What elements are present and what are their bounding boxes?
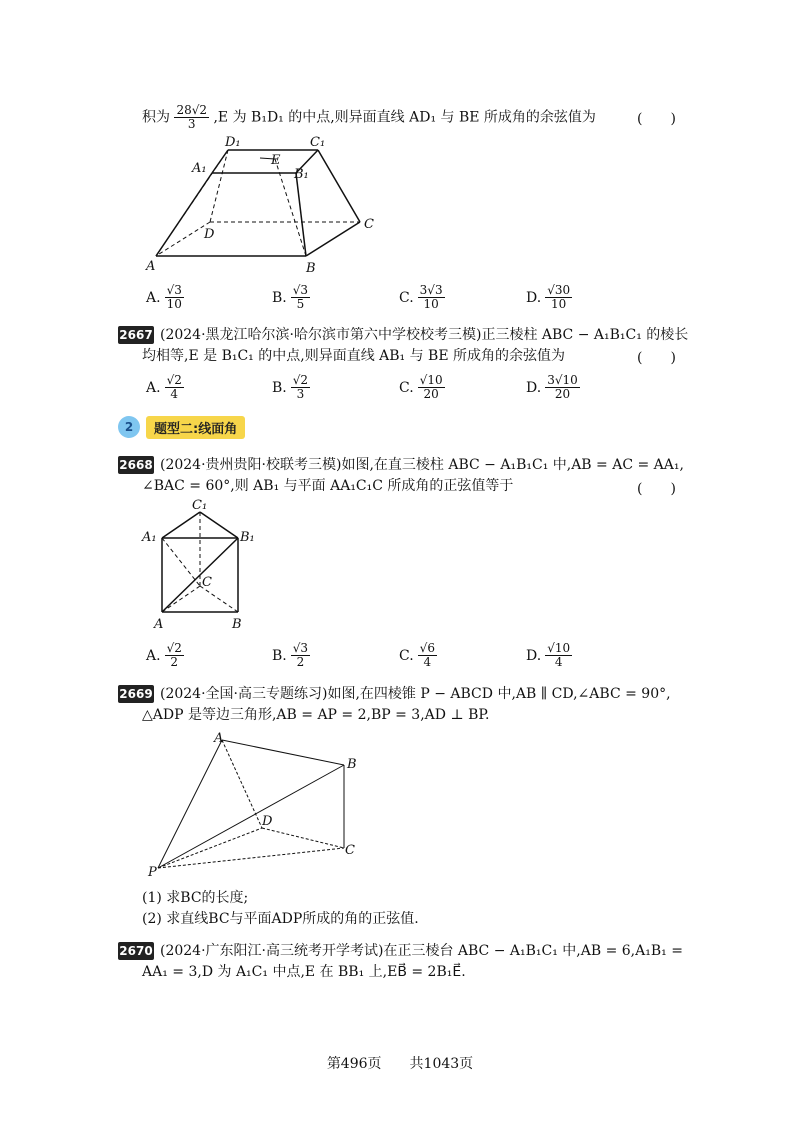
problem-number: 2669 <box>119 687 153 701</box>
frac-num: √6 <box>419 641 435 655</box>
choice-a[interactable] <box>146 374 184 401</box>
answer-paren: ( ) <box>637 111 676 127</box>
label-A: A <box>154 617 164 632</box>
choice-frac <box>165 284 184 311</box>
choice-letter: A. <box>146 379 161 396</box>
label-B1: B₁ <box>240 530 255 545</box>
p2670-line1: (2024·广东阳江·高三统考开学考试)在正三棱台 ABC − A₁B₁C₁ 中,AB = 6,A₁B₁ = <box>160 943 683 959</box>
choice-frac <box>291 374 310 401</box>
frac-den: 4 <box>554 655 563 669</box>
label-A1: A₁ <box>192 161 207 176</box>
frac-den: 10 <box>423 297 439 311</box>
p2669-q1: (1) 求BC的长度; <box>142 890 249 906</box>
choice-letter: A. <box>146 289 161 306</box>
frac-den: 20 <box>423 387 439 401</box>
frac-num: √2 <box>292 373 309 387</box>
choice-frac <box>545 284 572 311</box>
label-C1: C₁ <box>192 498 208 513</box>
label-A: A <box>214 731 224 746</box>
label-B: B <box>347 757 357 772</box>
choice-frac <box>291 642 310 669</box>
frac-num: √10 <box>547 641 571 655</box>
choice-frac <box>545 642 572 669</box>
frac-num: √2 <box>166 641 182 655</box>
section-badge: 2 <box>118 416 140 438</box>
answer-paren: ( ) <box>637 350 676 366</box>
choice-c[interactable] <box>399 642 437 669</box>
text-pre: 积为 <box>142 109 170 126</box>
frac-den: 4 <box>423 655 432 669</box>
label-C: C <box>364 217 374 232</box>
p2669-line1: (2024·全国·高三专题练习)如图,在四棱锥 P − ABCD 中,AB ∥ CD,∠ABC = 90°, <box>160 686 671 702</box>
choice-letter: D. <box>526 379 542 396</box>
volume-fraction <box>174 104 209 131</box>
choice-c[interactable] <box>399 284 445 311</box>
p2668-line2: ∠BAC = 60°,则 AB₁ 与平面 AA₁C₁C 所成角的正弦值等于 <box>142 478 514 494</box>
text-post: ,E 为 B₁D₁ 的中点,则异面直线 AD₁ 与 BE 所成角的余弦值为 <box>213 109 596 126</box>
p2666-line1 <box>142 104 596 131</box>
p2669-line2: △ADP 是等边三角形,AB = AP = 2,BP = 3,AD ⊥ BP. <box>142 707 490 723</box>
choice-letter: C. <box>399 379 414 396</box>
choice-frac <box>165 642 184 669</box>
label-D: D <box>262 814 273 829</box>
label-B1: B₁ <box>294 167 309 182</box>
label-B: B <box>232 617 242 632</box>
p2670-line2: AA₁ = 3,D 为 A₁C₁ 中点,E 在 BB₁ 上,EB⃗ = 2B₁E⃗. <box>142 964 466 980</box>
p2668-line1: (2024·贵州贵阳·校联考三模)如图,在直三棱柱 ABC − A₁B₁C₁ 中,AB = AC = AA₁, <box>160 457 684 473</box>
choice-d[interactable] <box>526 284 572 311</box>
label-A: A <box>146 259 156 274</box>
frac-num: 28√2 <box>176 103 208 117</box>
choice-letter: A. <box>146 647 161 664</box>
page-footer: 第496页 共1043页 <box>326 1056 474 1072</box>
frac-num: √10 <box>419 373 443 387</box>
frac-den: 3 <box>187 117 196 131</box>
section-tag <box>118 416 245 438</box>
p2667-line2: 均相等,E 是 B₁C₁ 的中点,则异面直线 AB₁ 与 BE 所成角的余弦值为 <box>142 348 566 364</box>
choice-letter: B. <box>272 647 287 664</box>
label-P: P <box>148 865 157 880</box>
frac-num: 3√10 <box>547 373 578 387</box>
choice-b[interactable] <box>272 642 310 669</box>
prism-figure <box>140 498 270 634</box>
choice-c[interactable] <box>399 374 445 401</box>
frac-num: 3√3 <box>419 283 443 297</box>
problem-number: 2667 <box>119 328 153 342</box>
frac-den: 2 <box>170 655 179 669</box>
frac-den: 10 <box>551 297 567 311</box>
frustum-figure <box>130 128 390 278</box>
frac-num: √30 <box>547 283 571 297</box>
label-C: C <box>345 843 355 858</box>
label-D: D <box>204 227 215 242</box>
frac-den: 3 <box>296 387 305 401</box>
choice-a[interactable] <box>146 284 184 311</box>
choice-letter: B. <box>272 379 287 396</box>
choice-d[interactable] <box>526 374 580 401</box>
label-C1: C₁ <box>310 135 326 150</box>
label-A1: A₁ <box>142 530 157 545</box>
p2667-line1: (2024·黑龙江哈尔滨·哈尔滨市第六中学校校考三模)正三棱柱 ABC − A₁B₁C₁ 的棱长 <box>160 327 689 343</box>
choice-letter: B. <box>272 289 287 306</box>
p2669-q2: (2) 求直线BC与平面ADP所成的角的正弦值. <box>142 911 419 927</box>
choice-letter: C. <box>399 289 414 306</box>
frac-den: 20 <box>554 387 571 401</box>
choice-letter: D. <box>526 289 542 306</box>
choice-letter: C. <box>399 647 414 664</box>
choice-frac <box>418 642 437 669</box>
choice-letter: D. <box>526 647 542 664</box>
frac-den: 2 <box>296 655 305 669</box>
label-C: C <box>202 575 212 590</box>
choice-b[interactable] <box>272 374 310 401</box>
frac-den: 5 <box>296 297 305 311</box>
frac-den: 4 <box>170 387 179 401</box>
frac-den: 10 <box>166 297 182 311</box>
choice-frac <box>545 374 580 401</box>
answer-paren: ( ) <box>637 481 676 497</box>
choice-a[interactable] <box>146 642 184 669</box>
frac-num: √3 <box>292 283 309 297</box>
frac-num: √3 <box>166 283 182 297</box>
choice-frac <box>165 374 184 401</box>
label-B: B <box>306 261 316 276</box>
label-D1: D₁ <box>225 135 241 150</box>
problem-number: 2670 <box>119 944 153 958</box>
choice-b[interactable] <box>272 284 310 311</box>
choice-frac <box>418 284 445 311</box>
label-E: E <box>271 153 281 168</box>
frac-num: √3 <box>292 641 309 655</box>
choice-frac <box>418 374 445 401</box>
pyramid-figure <box>140 730 370 882</box>
choice-d[interactable] <box>526 642 572 669</box>
problem-number: 2668 <box>119 458 153 472</box>
frac-num: √2 <box>166 373 182 387</box>
section-label: 题型二:线面角 <box>146 416 245 439</box>
choice-frac <box>291 284 310 311</box>
